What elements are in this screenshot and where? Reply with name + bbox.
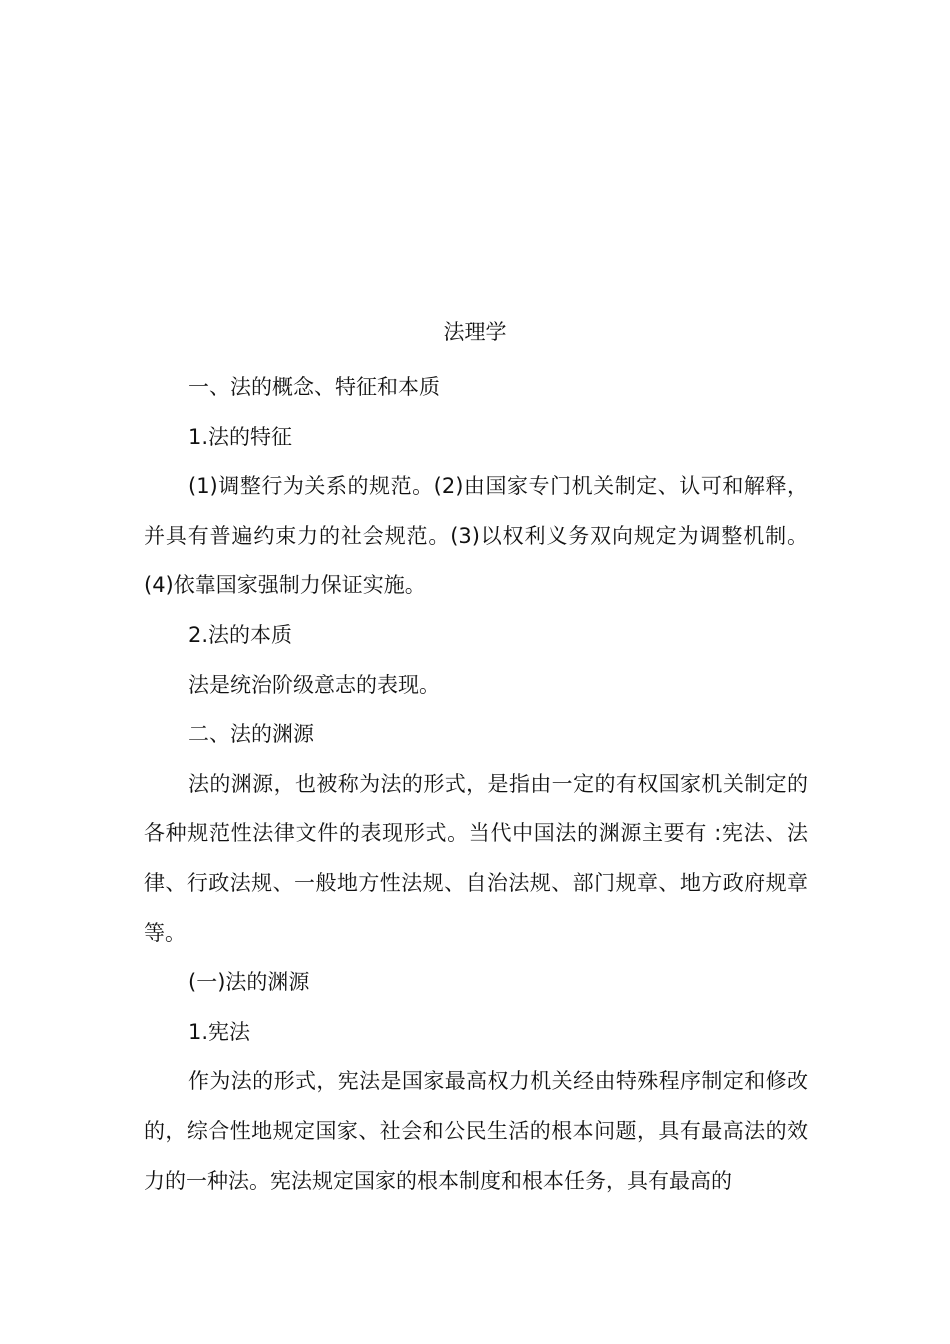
- document-title: 法理学: [443, 320, 507, 344]
- section-heading-2: 二、法的渊源: [188, 722, 314, 747]
- subsection-heading-essence: 2.法的本质: [188, 622, 293, 647]
- subsection-heading-features: 1.法的特征: [188, 424, 293, 449]
- section-heading-1: 一、法的概念、特征和本质: [188, 375, 440, 399]
- paragraph-features: (1)调整行为关系的规范。(2)由国家专门机关制定、认可和解释，并具有普遍约束力的社会规范。(3)以权利义务双向规定为调整机制。(4)依靠国家强制力保证实施。: [144, 474, 808, 598]
- subsection-heading-sources: (一)法的渊源: [188, 970, 310, 995]
- paragraph-essence: 法是统治阶级意志的表现。: [188, 672, 440, 697]
- item-heading-constitution: 1.宪法: [188, 1019, 251, 1044]
- paragraph-constitution: 作为法的形式，宪法是国家最高权力机关经由特殊程序制定和修改的，综合性地规定国家、社会和公民生活的根本问题，具有最高法的效力的一种法。宪法规定国家的根本制度和根本任务，具有最高的: [144, 1069, 808, 1193]
- document-body: [144, 363, 808, 1206]
- paragraph-sources: 法的渊源，也被称为法的形式，是指由一定的有权国家机关制定的各种规范性法律文件的表现形式。当代中国法的渊源主要有 :宪法、法律、行政法规、一般地方性法规、自治法规、部门规章、地方政府规章等。: [144, 771, 808, 945]
